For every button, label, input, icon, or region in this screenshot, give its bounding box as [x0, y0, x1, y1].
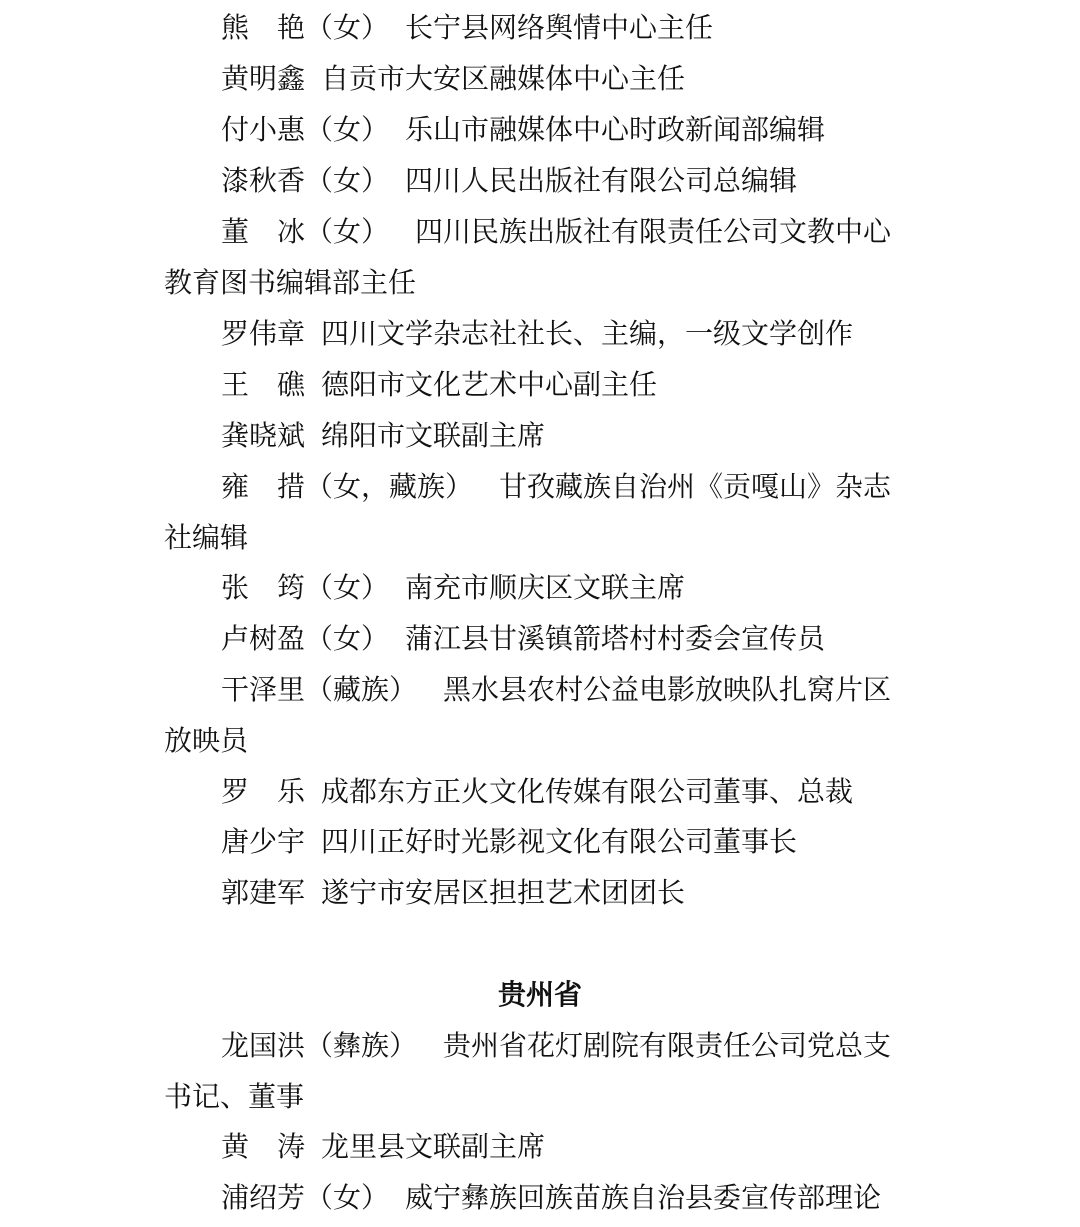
- entry-line: [221, 61, 981, 97]
- person-title: 四川正好时光影视文化有限公司董事长: [321, 825, 798, 858]
- person-title-continuation: 书记、董事: [164, 1080, 305, 1113]
- entry-line: [221, 418, 981, 454]
- person-name: 熊 艳: [221, 11, 306, 44]
- person-name: 黄 涛: [221, 1130, 306, 1163]
- person-name: 龙国洪: [221, 1029, 306, 1062]
- person-note: （女）: [305, 622, 390, 655]
- person-name: 浦绍芳: [221, 1181, 306, 1214]
- entry-line: [221, 112, 981, 148]
- person-title-continuation: 教育图书编辑部主任: [164, 266, 417, 299]
- person-note: （藏族）: [305, 673, 418, 706]
- person-title-continuation: 放映员: [164, 724, 249, 757]
- person-name: 龚晓斌: [221, 419, 306, 452]
- person-name: 罗 乐: [221, 775, 306, 808]
- entry-line: [221, 621, 981, 657]
- person-title: 四川文学杂志社社长、主编，一级文学创作: [321, 317, 854, 350]
- person-title: 龙里县文联副主席: [321, 1130, 546, 1163]
- entry-continuation: [164, 1079, 924, 1115]
- person-title-continuation: 社编辑: [164, 521, 249, 554]
- entry-line: [221, 316, 981, 352]
- entry-line: [221, 672, 981, 708]
- entry-line: [221, 774, 981, 810]
- entry-line: [221, 367, 981, 403]
- person-title: 四川民族出版社有限责任公司文教中心: [415, 215, 892, 248]
- person-title: 成都东方正火文化传媒有限公司董事、总裁: [321, 775, 854, 808]
- person-title: 遂宁市安居区担担艺术团团长: [321, 876, 686, 909]
- entry-line: [221, 1129, 981, 1165]
- entry-line: [221, 1028, 981, 1064]
- person-name: 王 礁: [221, 368, 306, 401]
- person-title: 四川人民出版社有限公司总编辑: [405, 164, 798, 197]
- person-note: （女）: [305, 164, 390, 197]
- person-name: 罗伟章: [221, 317, 306, 350]
- entry-line: [221, 875, 981, 911]
- entry-line: [221, 214, 981, 250]
- person-note: （女）: [305, 571, 390, 604]
- entry-continuation: [164, 723, 924, 759]
- person-name: 雍 措: [221, 470, 306, 503]
- person-name: 张 筠: [221, 571, 306, 604]
- person-title: 德阳市文化艺术中心副主任: [321, 368, 658, 401]
- entry-line: [221, 10, 981, 46]
- person-title: 威宁彝族回族苗族自治县委宣传部理论: [405, 1181, 882, 1214]
- person-title: 绵阳市文联副主席: [321, 419, 546, 452]
- person-title: 贵州省花灯剧院有限责任公司党总支: [443, 1029, 892, 1062]
- person-title: 乐山市融媒体中心时政新闻部编辑: [405, 113, 826, 146]
- entry-line: [221, 1180, 981, 1216]
- person-name: 卢树盈: [221, 622, 306, 655]
- person-title: 自贡市大安区融媒体中心主任: [321, 62, 686, 95]
- person-note: （彝族）: [305, 1029, 418, 1062]
- person-name: 黄明鑫: [221, 62, 306, 95]
- person-note: （女）: [305, 215, 390, 248]
- person-title: 长宁县网络舆情中心主任: [405, 11, 714, 44]
- person-note: （女，藏族）: [305, 470, 474, 503]
- person-name: 付小惠: [221, 113, 306, 146]
- person-title: 黑水县农村公益电影放映队扎窝片区: [443, 673, 892, 706]
- person-name: 郭建军: [221, 876, 306, 909]
- entry-line: [221, 570, 981, 606]
- person-name: 干泽里: [221, 673, 306, 706]
- section-heading: 贵州省: [497, 978, 582, 1011]
- person-title: 南充市顺庆区文联主席: [405, 571, 686, 604]
- entry-continuation: [164, 520, 924, 556]
- entry-line: [221, 163, 981, 199]
- person-title: 蒲江县甘溪镇箭塔村村委会宣传员: [405, 622, 826, 655]
- person-title: 甘孜藏族自治州《贡嘎山》杂志: [499, 470, 892, 503]
- person-name: 董 冰: [221, 215, 306, 248]
- entry-continuation: [164, 265, 924, 301]
- person-note: （女）: [305, 11, 390, 44]
- person-note: （女）: [305, 1181, 390, 1214]
- person-note: （女）: [305, 113, 390, 146]
- entry-line: [221, 824, 981, 860]
- entry-line: [221, 469, 981, 505]
- person-name: 漆秋香: [221, 164, 306, 197]
- person-name: 唐少宇: [221, 825, 306, 858]
